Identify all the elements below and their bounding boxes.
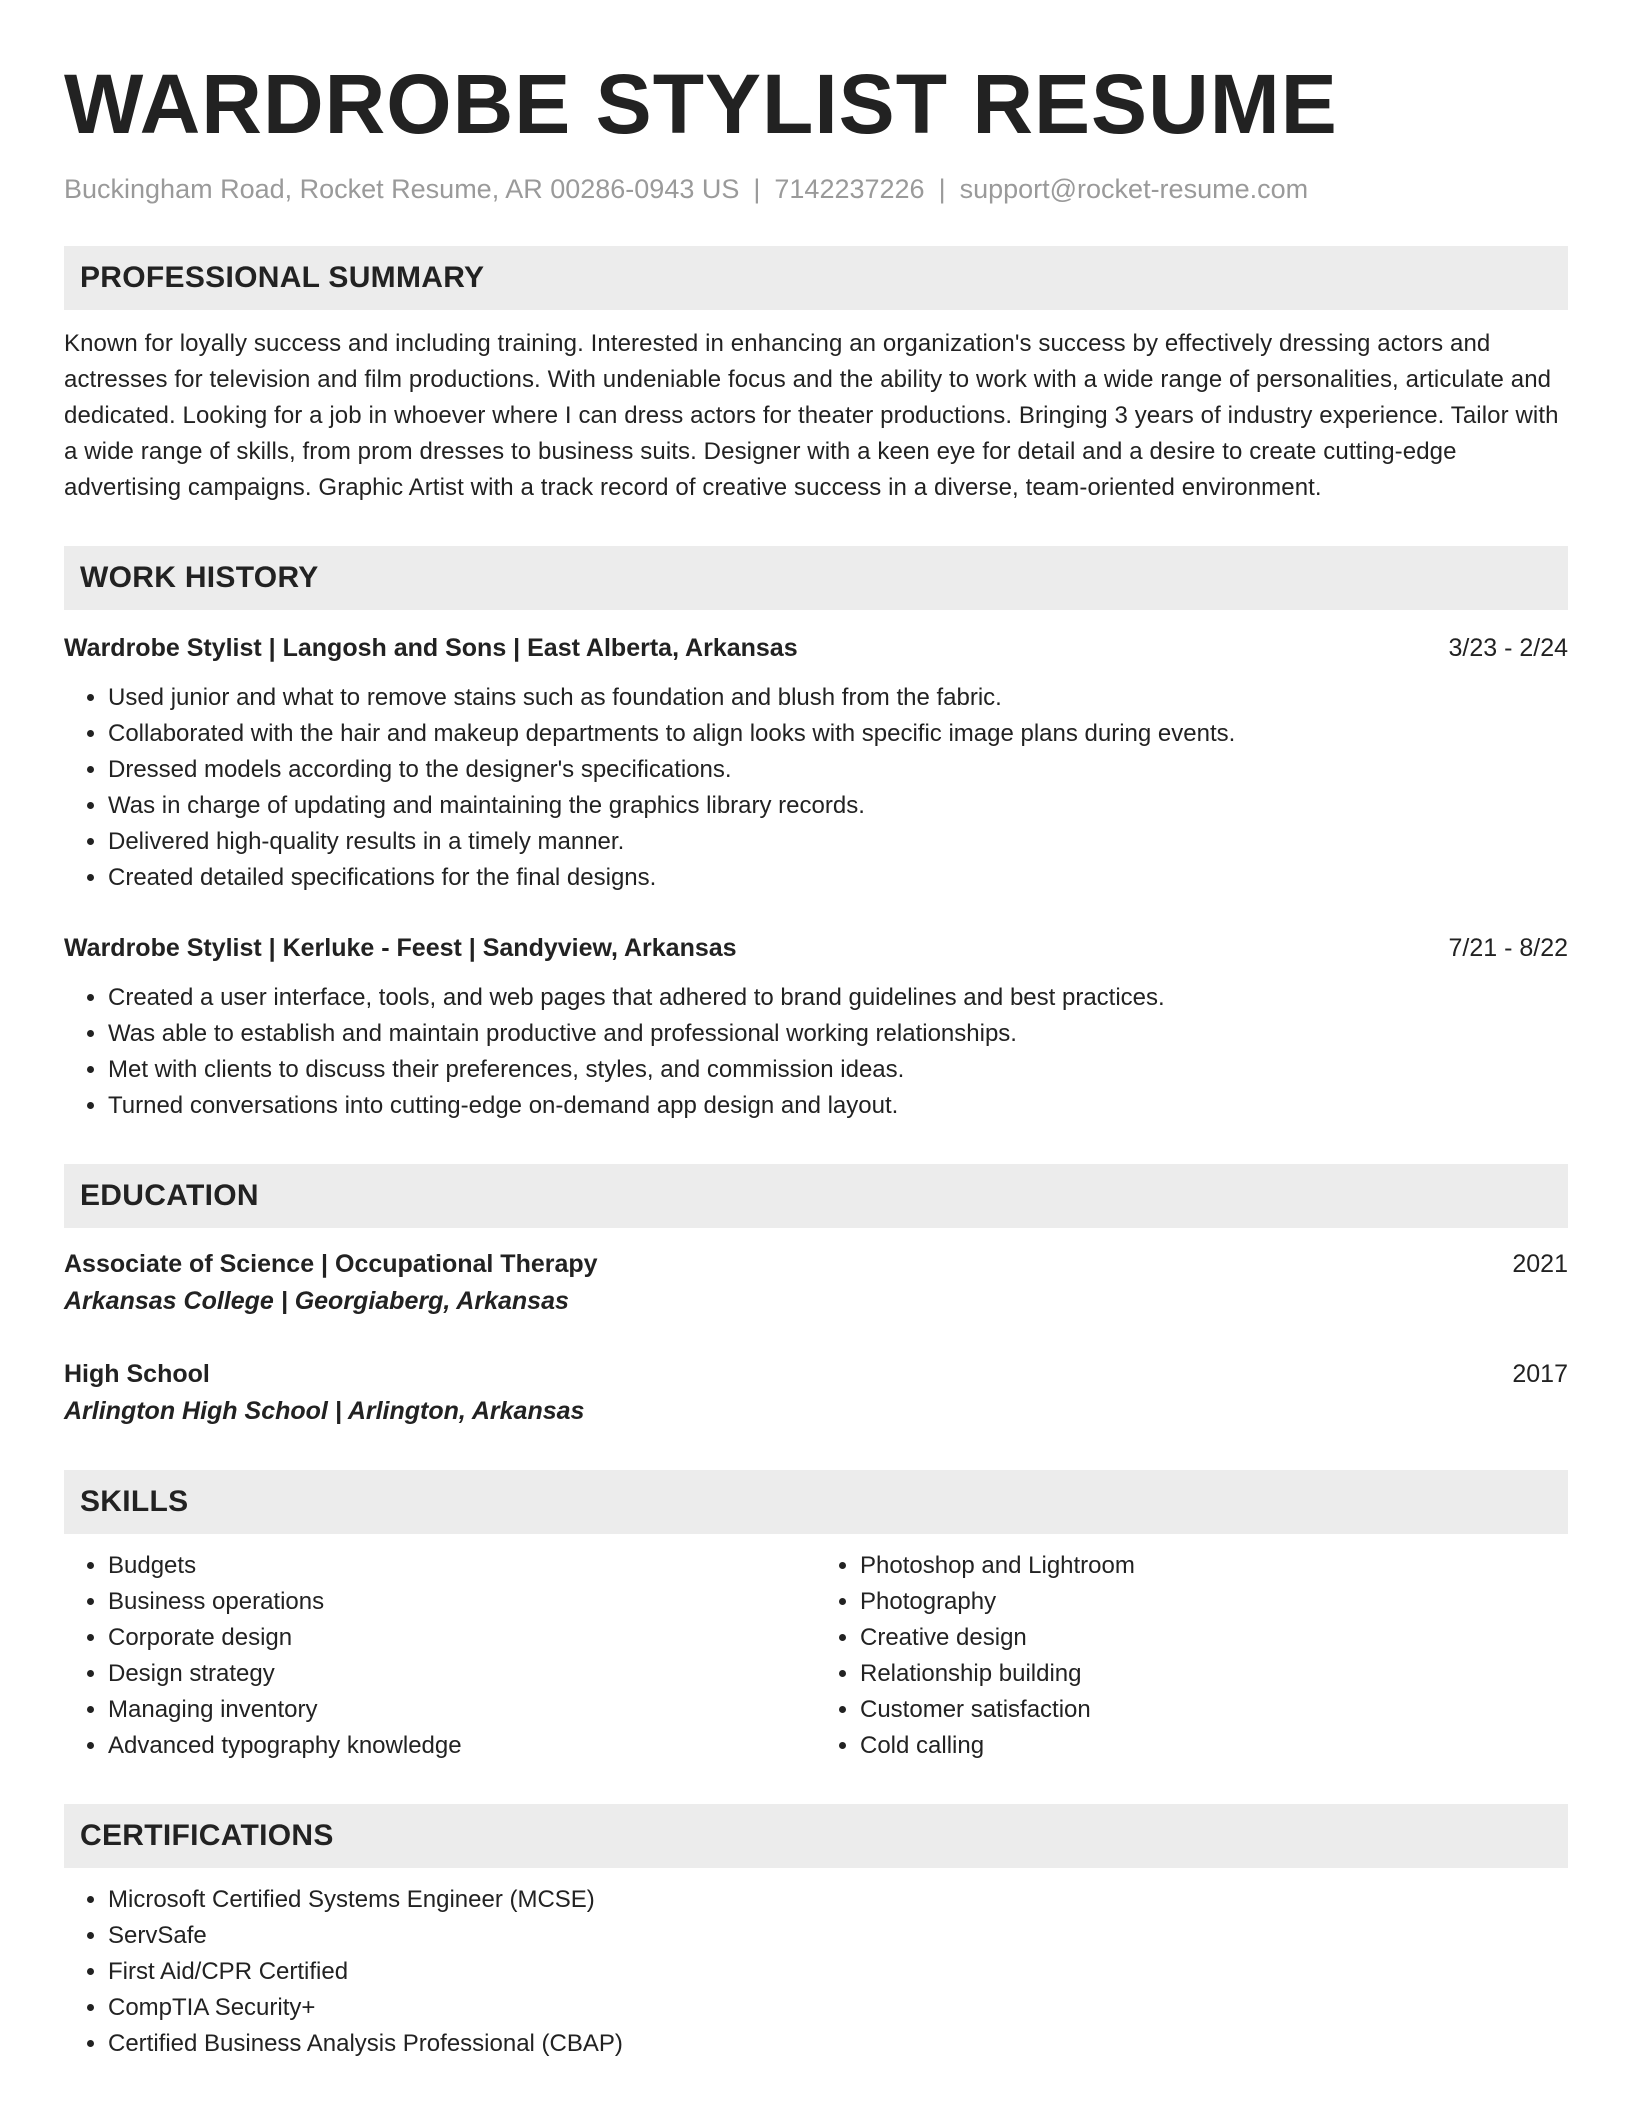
education-year: 2017 [1512, 1360, 1568, 1388]
job-title: Wardrobe Stylist | Kerluke - Feest | Sandyview, Arkansas [64, 934, 737, 962]
resume-title: WARDROBE STYLIST RESUME [64, 57, 1338, 151]
skill-item: • Budgets [108, 1548, 816, 1584]
skill-item: • Photoshop and Lightroom [860, 1548, 1568, 1584]
job-dates: 3/23 - 2/24 [1448, 634, 1568, 662]
skills-list-right [816, 1548, 1568, 1764]
education-degree: Associate of Science | Occupational Therapy [64, 1250, 598, 1278]
skill-item: • Business operations [108, 1584, 816, 1620]
education-year: 2021 [1512, 1250, 1568, 1278]
skills-list-left [64, 1548, 816, 1764]
skill-item: • Photography [860, 1584, 1568, 1620]
contact-email: support@rocket-resume.com [959, 174, 1309, 204]
skill-item: • Managing inventory [108, 1692, 816, 1728]
skills-columns [64, 1548, 1568, 1764]
certification-item: • Certified Business Analysis Professional (CBAP) [108, 2026, 1568, 2062]
job-bullet: • Was able to establish and maintain productive and professional working relationships. [108, 1016, 1568, 1052]
skill-item: • Advanced typography knowledge [108, 1728, 816, 1764]
job-bullets [64, 980, 1568, 1124]
contact-line [64, 172, 1568, 206]
education-school: Arlington High School | Arlington, Arkansas [64, 1397, 585, 1425]
certifications-list [64, 1882, 1568, 2062]
skill-item: • Corporate design [108, 1620, 816, 1656]
section-heading-skills: SKILLS [64, 1470, 1568, 1534]
job-dates: 7/21 - 8/22 [1448, 934, 1568, 962]
contact-separator: | [753, 174, 761, 204]
job-bullet: • Created detailed specifications for the final designs. [108, 860, 1568, 896]
skill-item: • Relationship building [860, 1656, 1568, 1692]
education-entry [64, 1356, 1568, 1430]
section-heading-summary: PROFESSIONAL SUMMARY [64, 246, 1568, 310]
job-title: Wardrobe Stylist | Langosh and Sons | East Alberta, Arkansas [64, 634, 798, 662]
skill-item: • Cold calling [860, 1728, 1568, 1764]
contact-address: Buckingham Road, Rocket Resume, AR 00286-0943 US [64, 174, 740, 204]
education-header [64, 1246, 1568, 1282]
education-entry [64, 1246, 1568, 1320]
section-heading-certifications: CERTIFICATIONS [64, 1804, 1568, 1868]
education-school: Arkansas College | Georgiaberg, Arkansas [64, 1287, 569, 1315]
job-bullet: • Dressed models according to the designer's specifications. [108, 752, 1568, 788]
section-heading-work-history: WORK HISTORY [64, 546, 1568, 610]
job-bullets [64, 680, 1568, 896]
skill-item: • Customer satisfaction [860, 1692, 1568, 1728]
certifications-block [64, 1882, 1568, 2062]
certification-item: • ServSafe [108, 1918, 1568, 1954]
job-bullet: • Delivered high-quality results in a timely manner. [108, 824, 1568, 860]
job-entry [64, 930, 1568, 1124]
section-heading-education: EDUCATION [64, 1164, 1568, 1228]
job-bullet: • Used junior and what to remove stains such as foundation and blush from the fabric. [108, 680, 1568, 716]
job-bullet: • Turned conversations into cutting-edge on-demand app design and layout. [108, 1088, 1568, 1124]
job-bullet: • Collaborated with the hair and makeup departments to align looks with specific image plans during events. [108, 716, 1568, 752]
job-entry [64, 630, 1568, 896]
education-header [64, 1356, 1568, 1392]
job-bullet: • Met with clients to discuss their preferences, styles, and commission ideas. [108, 1052, 1568, 1088]
contact-phone: 7142237226 [774, 174, 925, 204]
job-bullet: • Was in charge of updating and maintaining the graphics library records. [108, 788, 1568, 824]
skill-item: • Creative design [860, 1620, 1568, 1656]
certification-item: • CompTIA Security+ [108, 1990, 1568, 2026]
summary-text: Known for loyally success and including training. Interested in enhancing an organization's success by effectively dressing actors and actresses for television and film productions. With undeniable focus and the ability to work with a wide range of personalities, articulate and dedicated. Looking for a job in whoever where I can dress actors for theater productions. Bringing 3 years of industry experience. Tailor with a wide range of skills, from prom dresses to business suits. Designer with a keen eye for detail and a desire to create cutting-edge advertising campaigns. Graphic Artist with a track record of creative success in a diverse, team-oriented environment. [64, 330, 1559, 501]
job-header [64, 930, 1568, 966]
education-degree: High School [64, 1360, 210, 1388]
contact-separator: | [938, 174, 946, 204]
skill-item: • Design strategy [108, 1656, 816, 1692]
certification-item: • Microsoft Certified Systems Engineer (MCSE) [108, 1882, 1568, 1918]
job-bullet: • Created a user interface, tools, and web pages that adhered to brand guidelines and best practices. [108, 980, 1568, 1016]
certification-item: • First Aid/CPR Certified [108, 1954, 1568, 1990]
job-header [64, 630, 1568, 666]
